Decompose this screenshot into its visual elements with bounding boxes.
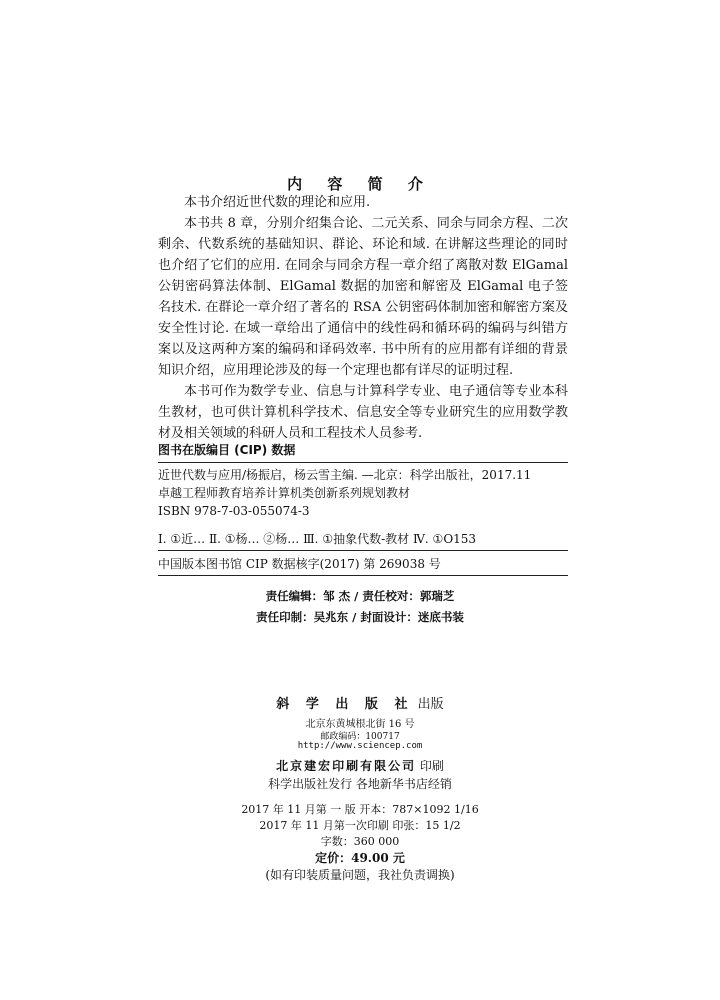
cip-divider [158,550,568,551]
cip-line-series: 卓越工程师教育培养计算机类创新系列规划教材 [158,486,411,500]
publisher-zip: 邮政编码：100717 [320,732,400,742]
publisher-suffix: 出版 [417,697,444,712]
production-credits: 责任印制：吴兆东 / 封面设计：迷底书装 [256,610,464,624]
printing-info: 2017 年 11 月第一次印刷 印张：15 1/2 [259,819,461,832]
editor-credits: 责任编辑：邹 杰 / 责任校对：郭瑞芝 [265,589,455,603]
summary-paragraph: 本书共 8 章，分别介绍集合论、二元关系、同余与同余方程、二次剩余、代数系统的基础知识、群论、环论和域. 在讲解这些理论的同时也介绍了它们的应用. 在同余与同余方程一章介绍了离散对数 ElGamal 公钥密码算法体制、ElGamal 数据的加密和解密及 ElGamal 电子签名技术. 在群论一章介绍了著名的 RSA 公钥密码体制加密和解密方案及安全性讨论. 在域一章给出了通信中的线性码和循环码的编码与纠错方案以及这两种方案的编码和译码效率. 书中所有的应用都有详细的背景知识介绍，应用理论涉及的每一个定理也都有详尽的证明过程. [158,216,568,378]
cip-classification: Ⅰ. ①近… Ⅱ. ①杨… ②杨… Ⅲ. ①抽象代数-教材 Ⅳ. ①O153 [158,532,477,546]
word-count: 字数：360 000 [320,835,400,848]
summary-body [158,192,568,444]
cip-line-title: 近世代数与应用/杨振启，杨云雪主编. —北京：科学出版社，2017.11 [158,468,532,482]
cip-header: 图书在版编目 (CIP) 数据 [158,441,568,463]
price: 定价：49.00 元 [315,851,405,865]
distribution-line: 科学出版社发行 各地新华书店经销 [268,777,452,791]
cip-divider [158,575,568,576]
publisher-line [0,693,720,712]
quality-notice: (如有印装质量问题，我社负责调换) [265,868,455,882]
summary-paragraph: 本书可作为数学专业、信息与计算科学专业、电子通信等专业本科生教材，也可供计算机科学技术、信息安全等专业研究生的应用数学教材及相关领域的科研人员和工程技术人员参考. [158,384,568,441]
printer-name: 北京建宏印刷有限公司 [276,759,417,773]
printer-suffix: 印刷 [419,759,444,773]
publisher-address: 北京东黄城根北街 16 号 [305,719,415,730]
cip-line-isbn: ISBN 978-7-03-055074-3 [158,504,310,518]
publisher-logo: 斜 学 出 版 社 [276,697,414,712]
cip-nlc-number: 中国版本图书馆 CIP 数据核字(2017) 第 269038 号 [158,557,441,571]
summary-title: 内 容 简 介 [287,175,433,193]
printer-line [0,757,720,774]
cip-record [158,466,568,520]
publisher-url: http://www.sciencep.com [297,741,423,751]
summary-paragraph: 本书介绍近世代数的理论和应用. [184,195,371,210]
edition-info: 2017 年 11 月第 一 版 开本：787×1092 1/16 [241,803,479,816]
